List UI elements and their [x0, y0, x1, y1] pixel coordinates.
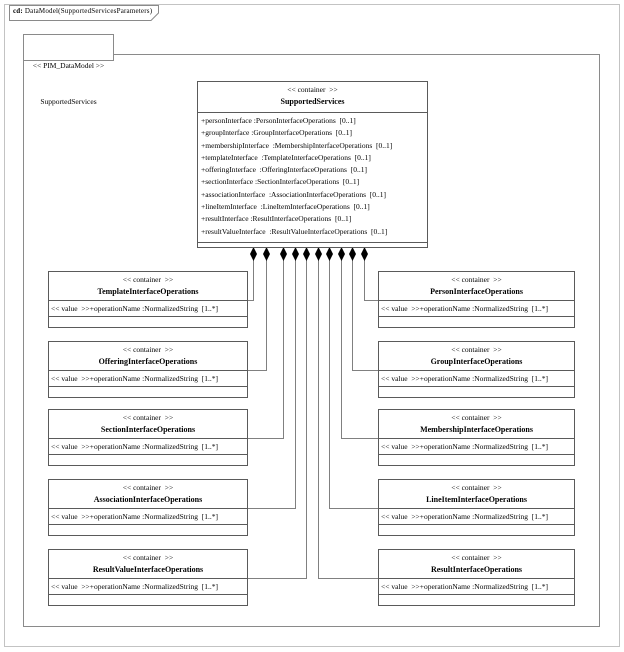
- composition-diamond-icon: [280, 247, 287, 261]
- composition-diamond-icon: [326, 247, 333, 261]
- class-box-associationinterfaceoperations: [48, 479, 248, 536]
- connector-result: [319, 254, 379, 579]
- connector-resultvalue: [248, 254, 307, 579]
- class-header: [49, 342, 247, 371]
- class-name: TemplateInterfaceOperations: [97, 287, 199, 296]
- class-header: [198, 82, 427, 113]
- class-name: ResultInterfaceOperations: [430, 565, 523, 574]
- class-header: [379, 272, 574, 301]
- operations-compartment-empty: [379, 387, 574, 397]
- class-header: [379, 410, 574, 439]
- composition-diamond-icon: [292, 247, 299, 261]
- operations-compartment-empty: [379, 595, 574, 605]
- operations-compartment-empty: [379, 455, 574, 465]
- class-name: LineItemInterfaceOperations: [426, 495, 527, 504]
- class-name: ResultValueInterfaceOperations: [92, 565, 204, 574]
- class-header: [49, 480, 247, 509]
- operations-compartment-empty: [49, 387, 247, 397]
- attribute-row: +membershipInterface :MembershipInterfaceOperations [0..1]: [201, 140, 393, 150]
- stereotype-label: << container >>: [451, 345, 502, 354]
- attributes-compartment: [198, 113, 427, 243]
- class-box-templateinterfaceoperations: [48, 271, 248, 328]
- connector-template: [248, 254, 254, 301]
- attribute-row: +associationInterface :AssociationInterfaceOperations [0..1]: [201, 189, 386, 199]
- attribute-row: << value >>+operationName :NormalizedString [1..*]: [49, 439, 247, 455]
- class-box-resultvalueinterfaceoperations: [48, 549, 248, 606]
- class-name: SectionInterfaceOperations: [100, 425, 196, 434]
- composition-diamond-icon: [349, 247, 356, 261]
- attribute-row: << value >>+operationName :NormalizedString [1..*]: [49, 579, 247, 595]
- stereotype-label: << container >>: [451, 413, 502, 422]
- connector-offering: [248, 254, 267, 371]
- attribute-row: << value >>+operationName :NormalizedString [1..*]: [379, 509, 574, 525]
- attribute-row: << value >>+operationName :NormalizedString [1..*]: [49, 509, 247, 525]
- attribute-row: << value >>+operationName :NormalizedString [1..*]: [49, 301, 247, 317]
- stereotype-label: << container >>: [451, 553, 502, 562]
- class-box-groupinterfaceoperations: [378, 341, 575, 398]
- class-box-offeringinterfaceoperations: [48, 341, 248, 398]
- attribute-row: +lineItemInterface :LineItemInterfaceOperations [0..1]: [201, 202, 370, 212]
- operations-compartment-empty: [198, 243, 427, 247]
- attribute-row: +resultInterface :ResultInterfaceOperations [0..1]: [201, 214, 352, 224]
- package-label: [23, 34, 114, 106]
- class-box-sectioninterfaceoperations: [48, 409, 248, 466]
- attribute-row: +personInterface :PersonInterfaceOperations [0..1]: [201, 116, 356, 125]
- attribute-row: << value >>+operationName :NormalizedString [1..*]: [379, 439, 574, 455]
- class-box-supportedservices: [197, 81, 428, 248]
- class-box-resultinterfaceoperations: [378, 549, 575, 606]
- stereotype-label: << container >>: [451, 275, 502, 284]
- composition-diamond-icon: [361, 247, 368, 261]
- diagram-frame-title: [13, 7, 152, 15]
- diagram-name-label: DataModel(SupportedServicesParameters): [22, 7, 153, 15]
- operations-compartment-empty: [379, 525, 574, 535]
- class-header: [379, 550, 574, 579]
- connector-person: [365, 254, 379, 301]
- operations-compartment-empty: [49, 317, 247, 327]
- composition-diamond-icon: [303, 247, 310, 261]
- class-header: [49, 272, 247, 301]
- attribute-row: +resultValueInterface :ResultValueInterfaceOperations [0..1]: [201, 226, 388, 236]
- class-header: [379, 480, 574, 509]
- composition-diamond-icon: [315, 247, 322, 261]
- class-name: AssociationInterfaceOperations: [93, 495, 203, 504]
- stereotype-label: << container >>: [122, 345, 174, 354]
- stereotype-label: << container >>: [122, 483, 174, 492]
- composition-diamond-icon: [250, 247, 257, 261]
- connector-association: [248, 254, 296, 509]
- composition-diamond-icon: [338, 247, 345, 261]
- operations-compartment-empty: [379, 317, 574, 327]
- class-box-membershipinterfaceoperations: [378, 409, 575, 466]
- class-header: [379, 342, 574, 371]
- stereotype-label: << container >>: [122, 553, 174, 562]
- class-name: OfferingInterfaceOperations: [98, 357, 198, 366]
- stereotype-label: << container >>: [122, 275, 174, 284]
- class-name: GroupInterfaceOperations: [430, 357, 523, 366]
- package-name: SupportedServices: [40, 97, 97, 106]
- attribute-row: << value >>+operationName :NormalizedString [1..*]: [379, 371, 574, 387]
- stereotype-label: << container >>: [122, 413, 174, 422]
- connector-membership: [342, 254, 379, 439]
- stereotype-label: << container >>: [287, 85, 338, 94]
- class-name: MembershipInterfaceOperations: [420, 425, 533, 434]
- attribute-row: +groupInterface :GroupInterfaceOperations [0..1]: [201, 128, 353, 138]
- connector-group: [353, 254, 379, 371]
- class-header: [49, 410, 247, 439]
- attribute-row: << value >>+operationName :NormalizedString [1..*]: [49, 371, 247, 387]
- class-name: PersonInterfaceOperations: [430, 287, 523, 296]
- attribute-row: << value >>+operationName :NormalizedString [1..*]: [379, 301, 574, 317]
- attribute-row: << value >>+operationName :NormalizedString [1..*]: [379, 579, 574, 595]
- operations-compartment-empty: [49, 525, 247, 535]
- class-box-personinterfaceoperations: [378, 271, 575, 328]
- class-header: [49, 550, 247, 579]
- attribute-row: +offeringInterface :OfferingInterfaceOperations [0..1]: [201, 165, 367, 175]
- class-box-lineiteminterfaceoperations: [378, 479, 575, 536]
- operations-compartment-empty: [49, 455, 247, 465]
- class-name: SupportedServices: [280, 97, 345, 106]
- operations-compartment-empty: [49, 595, 247, 605]
- package-stereotype: << PIM_DataModel >>: [32, 61, 105, 70]
- attribute-row: +templateInterface :TemplateInterfaceOperations [0..1]: [201, 152, 371, 162]
- composition-diamond-icon: [263, 247, 270, 261]
- connector-lineitem: [330, 254, 379, 509]
- diagram-type-label: cd:: [13, 7, 23, 15]
- stereotype-label: << container >>: [451, 483, 502, 492]
- attribute-row: +sectionInterface :SectionInterfaceOperations [0..1]: [201, 177, 360, 187]
